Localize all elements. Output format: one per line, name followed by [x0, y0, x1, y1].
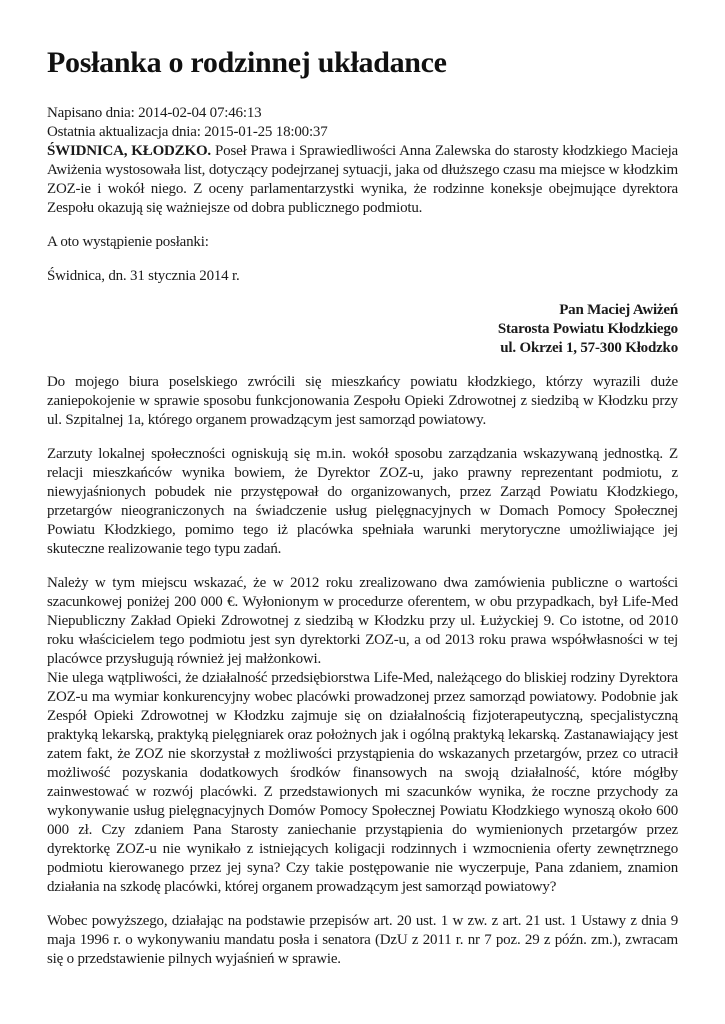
- letter-paragraph-5: Wobec powyższego, działając na podstawie przepisów art. 20 ust. 1 w zw. z art. 21 ust. 1 Ustawy z dnia 9 maja 1996 r. o wykonywaniu mandatu posła i senatora (DzU z 2011 r. nr 7 poz. 29 z późn. zm.), zwracam się o przedstawienie pilnych wyjaśnień w sprawie.: [47, 913, 678, 967]
- lead-text: Poseł Prawa i Sprawiedliwości Anna Zalewska do starosty kłodzkiego Macieja Awiżenia wystosowała list, dotyczący podejrzanej sytuacji, jaka od dłuższego czasu ma miejsce w kłodzkim ZOZ-ie i wokół niego. Z oceny parlamentarzystki wynika, że rodzinne koneksje obejmujące dyrektora Zespołu okazują się ważniejsze od dobra publicznego podmiotu.: [47, 143, 678, 216]
- lead-paragraph: [47, 142, 678, 218]
- dateline: ŚWIDNICA, KŁODZKO.: [47, 143, 211, 159]
- article-body: [47, 104, 678, 969]
- letter-paragraph-1: Do mojego biura poselskiego zwrócili się mieszkańcy powiatu kłodzkiego, którzy wyrazili duże zaniepokojenie w sprawie sposobu funkcjonowania Zespołu Opieki Zdrowotnej z siedzibą w Kłodzku przy ul. Szpitalnej 1a, którego organem prowadzącym jest samorząd powiatowy.: [47, 374, 678, 428]
- page-title: Posłanka o rodzinnej układance: [47, 46, 447, 79]
- intro-line: A oto wystąpienie posłanki:: [47, 234, 209, 250]
- letter-paragraph-4: Nie ulega wątpliwości, że działalność przedsiębiorstwa Life-Med, należącego do bliskiej rodziny Dyrektora ZOZ-u ma wymiar konkurencyjny wobec placówki prowadzonej przez samorząd powiatowy. Podobnie jak Zespół Opieki Zdrowotnej w Kłodzku zajmuje się on działalnością fizjoterapeutyczną, specjalistyczną praktyką lekarską, praktyką pielęgniarek oraz położnych jak i ogólną praktyką lekarską. Zastanawiający jest zatem fakt, że ZOZ nie skorzystał z możliwości przystąpienia do wskazanych przetargów, przez co utracił możliwość pozyskania dodatkowych środków finansowych na swoją działalność, które mógłby zainwestować w rozwój placówki. Z przedstawionych mi szacunków wynika, że roczne przychody za wykonywanie usług pielęgnacyjnych Domów Pomocy Społecznej Powiatu Kłodzkiego wynoszą około 600 000 zł. Czy zdaniem Pana Starosty zaniechanie przystąpienia do wymienionych przetargów przez dyrektorkę ZOZ-u nie wynikało z istniejących koligacji rodzinnych i wzmocnienia oferty zewnętrznego podmiotu kierowanego przez jej syna? Czy takie postępowanie nie wyczerpuje, Pana zdaniem, znamion działania na szkodę placówki, której organem prowadzącym jest samorząd powiatowy?: [47, 670, 678, 895]
- letter-recipient: [47, 301, 678, 358]
- letter-place-date: Świdnica, dn. 31 stycznia 2014 r.: [47, 268, 240, 284]
- recipient-title: Starosta Powiatu Kłodzkiego: [497, 321, 678, 337]
- recipient-address: ul. Okrzei 1, 57-300 Kłodzko: [500, 340, 678, 356]
- updated-date: Ostatnia aktualizacja dnia: 2015-01-25 18:00:37: [47, 124, 328, 140]
- letter-paragraph-3: Należy w tym miejscu wskazać, że w 2012 roku zrealizowano dwa zamówienia publiczne o wartości szacunkowej poniżej 200 000 €. Wyłonionym w procedurze oferentem, w obu przypadkach, był Life-Med Niepubliczny Zakład Opieki Zdrowotnej z siedzibą w Kłodzku przy ul. Łużyckiej 9. Co istotne, od 2010 roku właścicielem tego podmiotu jest syn dyrektorki ZOZ-u, a od 2013 roku prawa współwłasności w tej placówce przysługują również jej małżonkowi.: [47, 575, 678, 667]
- written-date: Napisano dnia: 2014-02-04 07:46:13: [47, 105, 262, 121]
- letter-paragraph-2: Zarzuty lokalnej społeczności ogniskują się m.in. wokół sposobu zarządzania wskazywaną jednostką. Z relacji mieszkańców wynika bowiem, że Dyrektor ZOZ-u, jako prawny reprezentant podmiotu, z niewyjaśnionych pobudek nie przystępował do organizowanych, przez Zarząd Powiatu Kłodzkiego, przetargów nieograniczonych na świadczenie usług pielęgnacyjnych w Domach Pomocy Społecznej Powiatu Kłodzkiego, pomimo tego iż placówka spełniała warunki merytoryczne umożliwiające jej skuteczne realizowanie tego typu zadań.: [47, 446, 678, 557]
- recipient-name: Pan Maciej Awiżeń: [559, 302, 678, 318]
